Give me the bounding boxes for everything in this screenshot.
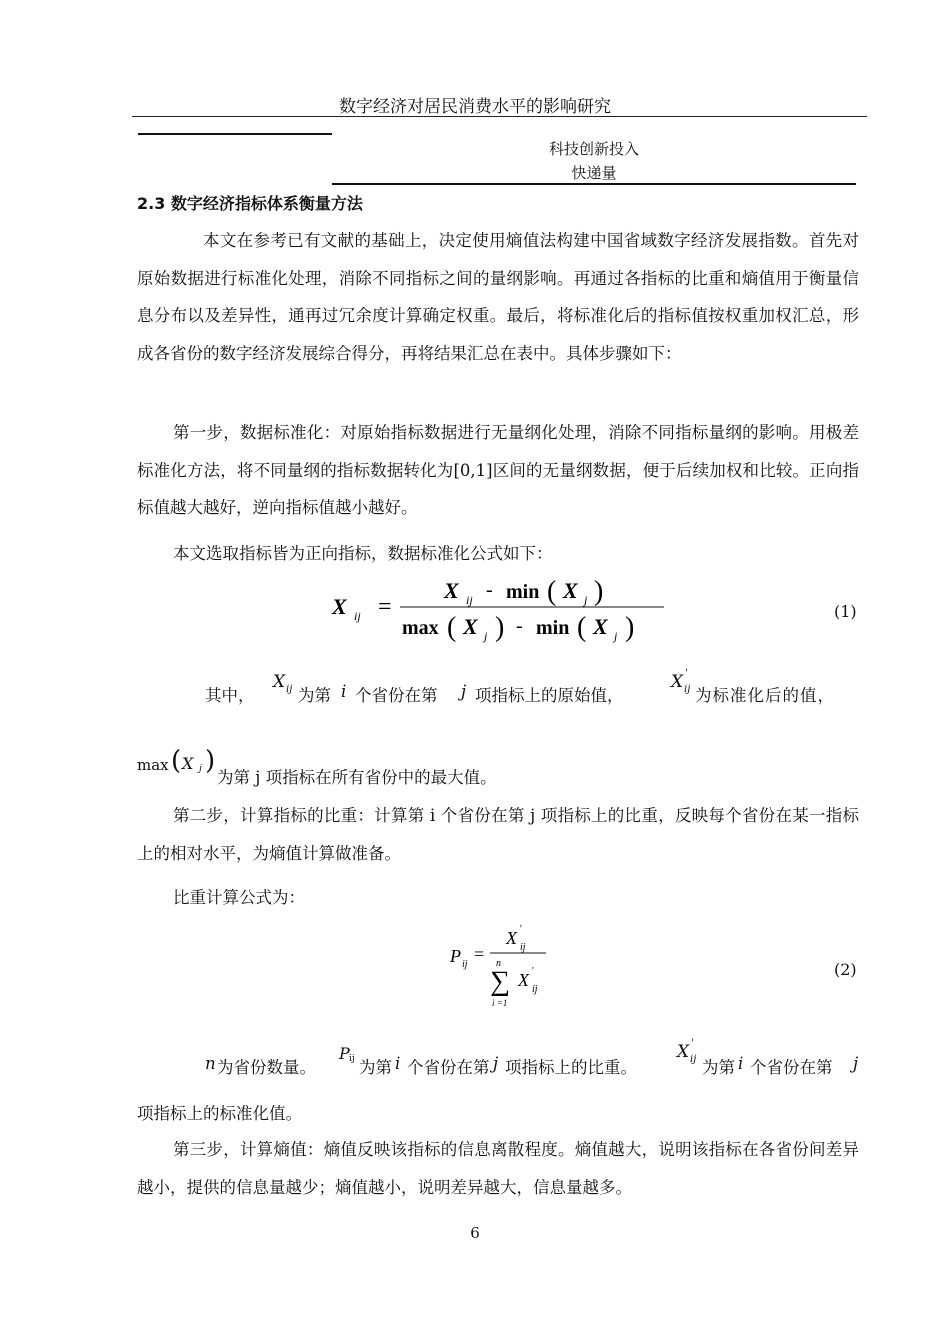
eq1-explain-j: j: [461, 682, 467, 701]
eq2-lhs: P: [450, 946, 461, 966]
eq2-den-sup: ': [532, 966, 534, 977]
table-bottom-rule: [332, 183, 856, 185]
eq2-sum-sign: ∑: [490, 966, 510, 997]
step3-paragraph: 第三步，计算熵值：熵值反映该指标的信息离散程度。熵值越大，说明该指标在各省份间差异越小，提供的信息量越少；熵值越小，说明差异越大，信息量越多。: [137, 1140, 859, 1197]
eq1-explain-max: max: [137, 756, 169, 774]
eq1-explain-i: i: [341, 682, 347, 701]
equation-2-number: (2): [834, 960, 857, 979]
eq2-explain-xp: X: [677, 1042, 690, 1062]
eq1-den-rparen1: ): [495, 612, 505, 643]
eq1-den-minus: -: [516, 615, 523, 637]
eq2-explain-t6: 个省份在第: [750, 1058, 833, 1077]
eq1-explain-lead: 其中，: [205, 686, 255, 705]
eq2-sum-top: n: [496, 958, 501, 969]
eq1-explain-x-sub: ij: [286, 684, 293, 695]
section-heading: 2.3 数字经济指标体系衡量方法: [137, 194, 363, 213]
eq1-explain-max-arg: X: [182, 754, 194, 773]
eq1-num-arg: X: [563, 578, 578, 603]
eq2-den: X: [518, 970, 529, 990]
eq1-den-lparen2: (: [577, 612, 587, 643]
eq2-explain-xp-sup: ': [691, 1038, 694, 1049]
eq2-explain-t4: 项指标上的比重。: [505, 1058, 637, 1077]
equation-1: [320, 570, 680, 646]
eq2-explain-i2: i: [738, 1054, 744, 1073]
eq1-lhs: X: [332, 594, 347, 619]
eq2-equals: =: [474, 944, 485, 964]
eq1-explain-xp-sup: ': [685, 668, 688, 679]
eq2-explain-n: n: [205, 1054, 216, 1073]
eq1-den-lparen1: (: [447, 612, 457, 643]
eq1-explain-max-sub: j: [199, 764, 202, 774]
eq2-sum-bottom: i =1: [492, 998, 508, 1008]
eq1-explain-x: X: [273, 672, 286, 692]
eq2-explain-j2: j: [853, 1054, 859, 1073]
table-top-rule: [138, 133, 332, 135]
eq1-num-min: min: [506, 581, 540, 603]
eq2-lhs-sub: ij: [462, 959, 468, 970]
eq1-num-arg-sub: j: [584, 593, 588, 607]
equation-1-number: (1): [834, 602, 857, 621]
eq1-den-arg2: X: [593, 614, 608, 639]
table-cell: 快递量: [571, 164, 617, 182]
eq2-explain-t1: 为省份数量。: [217, 1058, 316, 1077]
page-number: 6: [470, 1224, 480, 1242]
eq1-equals: =: [378, 594, 392, 620]
eq1-explain-xp-sub: ij: [684, 684, 691, 695]
eq2-num-sub: ij: [520, 942, 526, 953]
eq1-explanation-line2: [137, 746, 859, 787]
eq2-explain-j: j: [493, 1054, 499, 1073]
eq1-explain-lparen: (: [171, 746, 182, 776]
eq1-explain-t5: 为第 j 项指标在所有省份中的最大值。: [217, 768, 497, 787]
eq2-explanation-line2: 项指标上的标准化值。: [137, 1104, 302, 1123]
eq2-explain-t2: 为第: [359, 1058, 392, 1077]
eq1-explanation-line1: [205, 668, 865, 712]
eq1-explain-xp: X: [671, 672, 684, 692]
eq1-num-minus: -: [486, 579, 493, 601]
eq1-den-rparen2: ): [625, 612, 635, 643]
eq1-num-rparen: ): [594, 576, 604, 607]
eq2-explain-p: P: [339, 1044, 350, 1063]
eq1-lhs-sub: ij: [354, 609, 361, 623]
eq1-explain-t1: 为第: [298, 686, 331, 705]
running-header-title: 数字经济对居民消费水平的影响研究: [339, 97, 611, 117]
eq1-num-lparen: (: [547, 576, 557, 607]
table-cell: 科技创新投入: [548, 140, 639, 158]
eq1-num-x: X: [444, 578, 459, 603]
eq2-explain-p-sub: ij: [349, 1054, 355, 1064]
eq2-explain-t3: 个省份在第: [407, 1058, 490, 1077]
eq1-explain-t2: 个省份在第: [355, 686, 438, 705]
eq2-explain-xp-sub: ij: [690, 1054, 697, 1065]
eq1-explain-rparen: ): [205, 746, 216, 776]
eq1-den-arg2-sub: j: [614, 629, 618, 643]
step1-paragraph: 第一步，数据标准化：对原始指标数据进行无量纲化处理，消除不同指标量纲的影响。用极差标准化方法，将不同量纲的指标数据转化为[0,1]区间的无量纲数据，便于后续加权和比较。正向指标值越大越好，逆向指标值越小越好。: [137, 423, 859, 517]
step2-paragraph: 第二步，计算指标的比重：计算第 i 个省份在第 j 项指标上的比重，反映每个省份在某一指标上的相对水平，为熵值计算做准备。: [137, 806, 859, 863]
eq1-den-arg1: X: [463, 614, 478, 639]
eq2-explain-t5: 为第: [702, 1058, 735, 1077]
eq1-num-x-sub: ij: [466, 593, 473, 607]
eq2-explanation-line1: [205, 1038, 865, 1082]
eq1-den-min: min: [536, 617, 570, 639]
equation-2: [440, 920, 570, 1010]
eq2-num-sup: ': [520, 924, 522, 935]
eq2-num: X: [506, 928, 517, 948]
header-rule: [132, 116, 867, 117]
eq1-den-max: max: [402, 617, 439, 639]
eq2-den-sub: ij: [532, 984, 538, 995]
intro-paragraph: 本文在参考已有文献的基础上，决定使用熵值法构建中国省域数字经济发展指数。首先对原始数据进行标准化处理，消除不同指标之间的量纲影响。再通过各指标的比重和熵值用于衡量信息分布以及差异性，通再过冗余度计算确定权重。最后，将标准化后的指标值按权重加权汇总，形成各省份的数字经济发展综合得分，再将结果汇总在表中。具体步骤如下：: [137, 231, 859, 363]
eq1-explain-t3: 项指标上的原始值，: [475, 686, 624, 705]
eq2-explain-i: i: [395, 1054, 401, 1073]
formula-intro: 本文选取指标皆为正向指标，数据标准化公式如下：: [173, 544, 553, 563]
eq1-explain-t4: 为标准化后的值，: [695, 686, 835, 705]
ratio-intro: 比重计算公式为：: [173, 888, 305, 907]
eq1-den-arg1-sub: j: [484, 629, 488, 643]
